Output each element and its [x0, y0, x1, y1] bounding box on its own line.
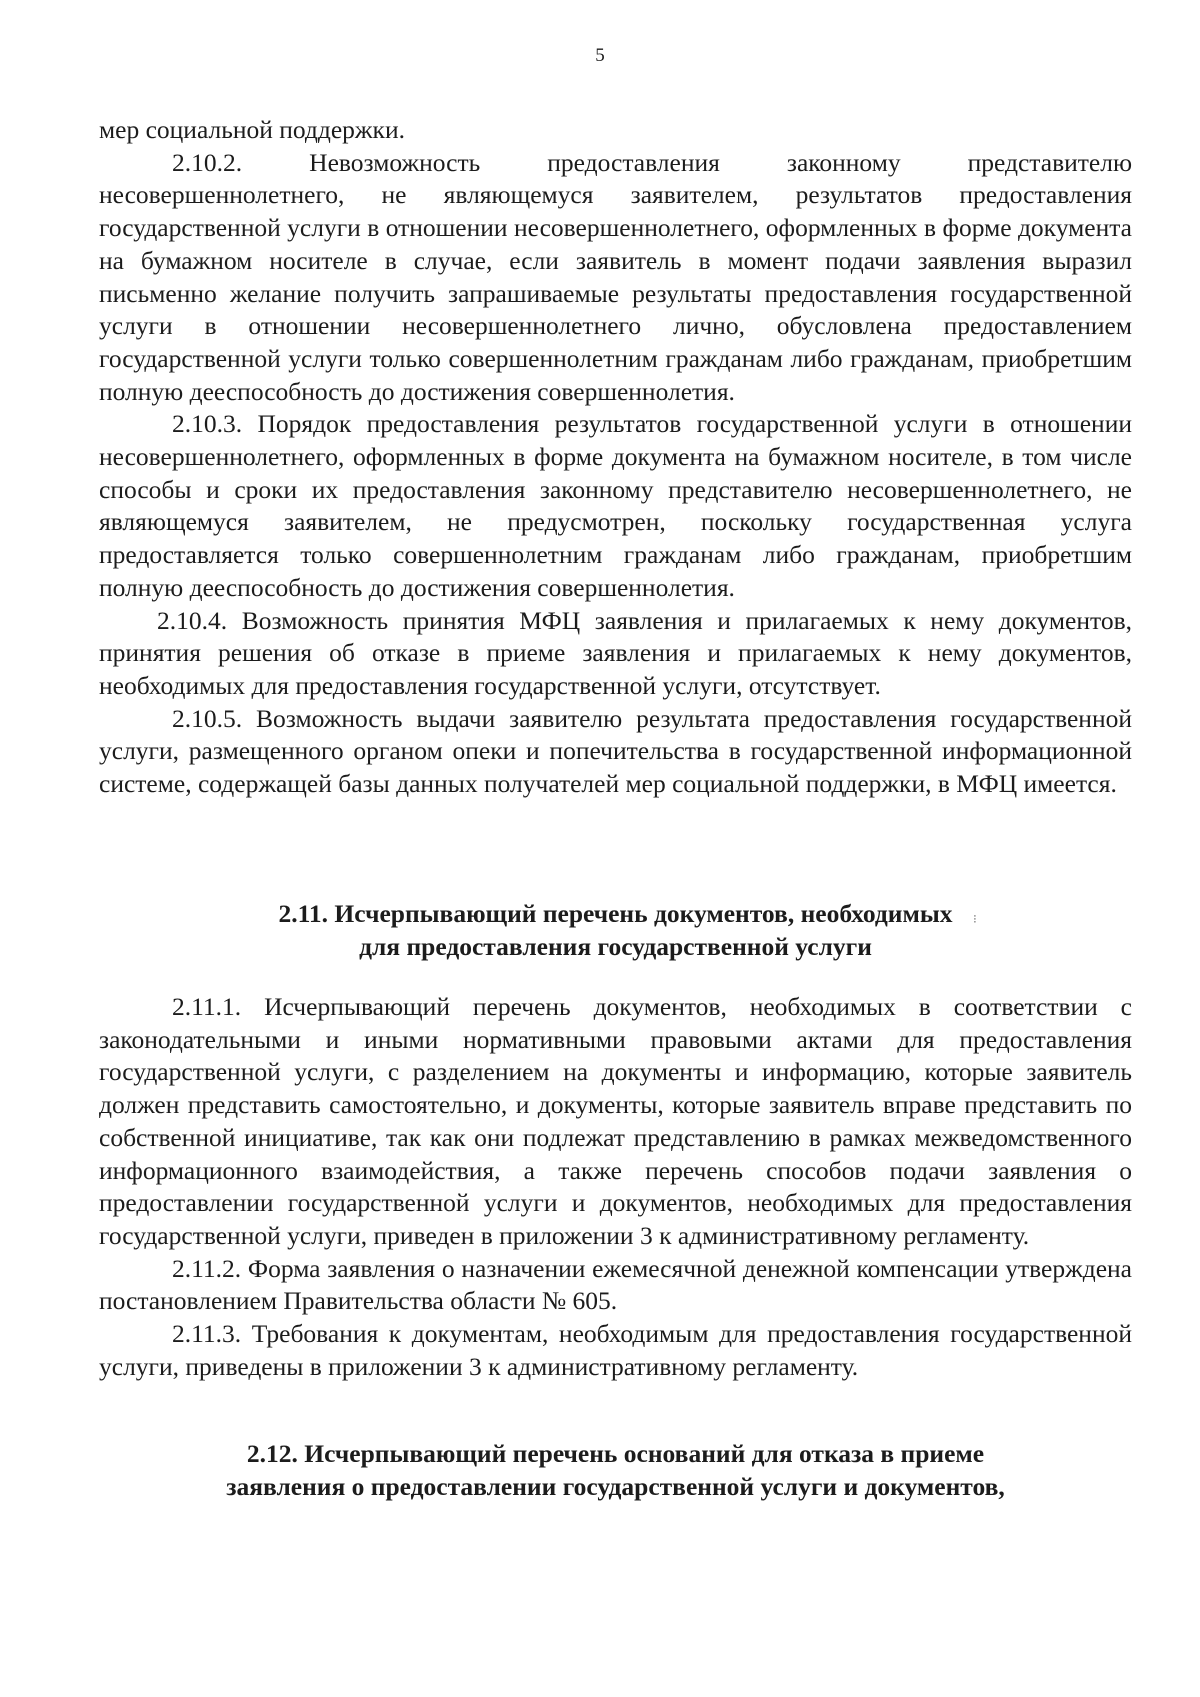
heading-2-11 — [99, 897, 1132, 963]
paragraph-2-10-5: 2.10.5. Возможность выдачи заявителю результата предоставления государственной услуги, размещенного органом опеки и попечительства в государственной информационной системе, содержащей базы данных получателей мер социальной поддержки, в МФЦ имеется. — [99, 703, 1132, 799]
scan-artifact-mark: ⁝ — [973, 912, 977, 926]
paragraph-2-11-1: 2.11.1. Исчерпывающий перечень документов, необходимых в соответствии с законодательными и иными нормативными правовыми актами для предоставления государственной услуги, с разделением на документы и информацию, которые заявитель должен представить самостоятельно, и документы, которые заявитель вправе представить по собственной инициативе, так как они подлежат представлению в рамках межведомственного информационного взаимодействия, а также перечень способов подачи заявления о предоставлении государственной услуги и документов, необходимых для предоставления государственной услуги, приведен в приложении 3 к административному регламенту. — [99, 992, 1132, 1250]
paragraph-2-10-4: 2.10.4. Возможность принятия МФЦ заявления и прилагаемых к нему документов, принятия решения об отказе в приеме заявления и прилагаемых к нему документов, необходимых для предоставления государственной услуги, отсутствует. — [99, 605, 1132, 700]
heading-2-12-line-1: 2.12. Исчерпывающий перечень оснований для отказа в приеме — [246, 1439, 985, 1468]
page-number: 5 — [595, 45, 605, 66]
section-2-11-text — [99, 991, 1132, 1383]
paragraph-continuation: мер социальной поддержки. — [99, 115, 405, 144]
paragraph-2-10-2: 2.10.2. Невозможность предоставления законному представителю несовершеннолетнего, не являющемуся заявителем, результатов предоставления государственной услуги в отношении несовершеннолетнего, оформленных в форме документа на бумажном носителе в случае, если заявитель в момент подачи заявления выразил письменно желание получить запрашиваемые результаты предоставления государственной услуги в отношении несовершеннолетнего лично, обусловлена предоставлением государственной услуги только совершеннолетним гражданам либо гражданам, приобретшим полную дееспособность до достижения совершеннолетия. — [99, 147, 1132, 406]
section-2-10-text — [99, 114, 1132, 801]
heading-2-11-line-1: 2.11. Исчерпывающий перечень документов, необходимых — [278, 899, 953, 928]
heading-2-11-line-2: для предоставления государственной услуги — [359, 932, 872, 961]
paragraph-2-11-2: 2.11.2. Форма заявления о назначении ежемесячной денежной компенсации утверждена постановлением Правительства области № 605. — [99, 1253, 1132, 1316]
heading-2-12 — [99, 1437, 1132, 1503]
heading-2-12-line-2: заявления о предоставлении государственной услуги и документов, — [226, 1472, 1005, 1501]
paragraph-2-11-3: 2.11.3. Требования к документам, необходимым для предоставления государственной услуги, приведены в приложении 3 к административному регламенту. — [99, 1319, 1132, 1381]
paragraph-2-10-3: 2.10.3. Порядок предоставления результатов государственной услуги в отношении несовершеннолетнего, оформленных в форме документа на бумажном носителе, в том числе способы и сроки их предоставления законному представителю несовершеннолетнего, не являющемуся заявителем, не предусмотрен, поскольку государственная услуга предоставляется только совершеннолетним гражданам либо гражданам, приобретшим полную дееспособность до достижения совершеннолетия. — [99, 409, 1132, 602]
